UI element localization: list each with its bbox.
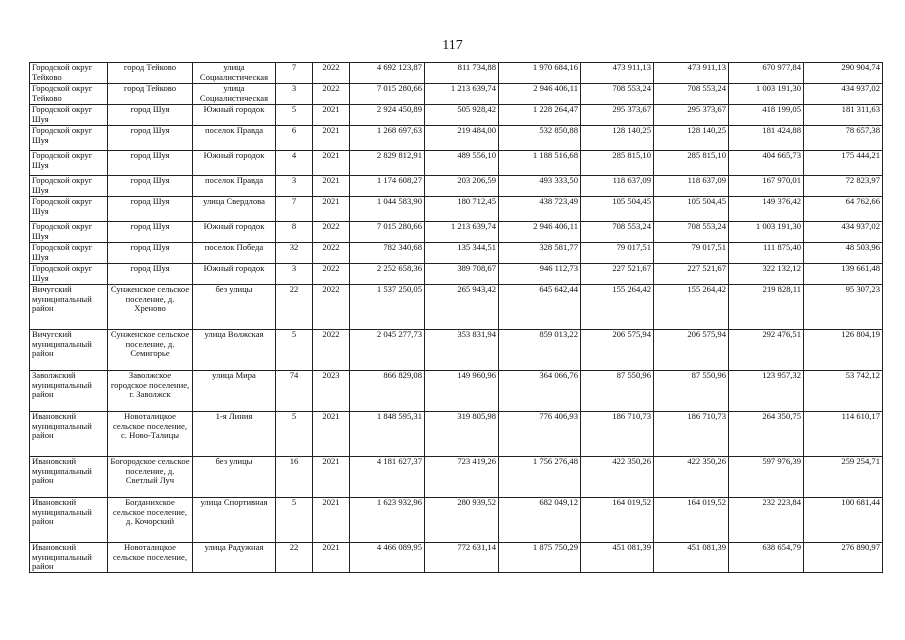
cell-cost-col-b: 48 503,96 — [804, 243, 883, 264]
cell-year: 2022 — [313, 222, 350, 243]
cell-cost-col-a: 167 970,01 — [729, 176, 804, 197]
table-row — [30, 457, 883, 498]
cell-owners-share: 708 553,24 — [654, 84, 729, 105]
cell-settlement: город Тейково — [108, 84, 193, 105]
cell-municipality: Городской округ Тейково — [30, 63, 108, 84]
cell-total-cost: 4 692 123,87 — [350, 63, 425, 84]
cell-regional-share: 1 875 750,29 — [499, 543, 581, 573]
cell-cost-col-b: 78 657,38 — [804, 126, 883, 151]
cell-regional-share: 645 642,44 — [499, 285, 581, 330]
table-row — [30, 105, 883, 126]
data-table — [29, 62, 883, 573]
cell-owners-share: 164 019,52 — [654, 498, 729, 543]
cell-municipal-share: 186 710,73 — [581, 412, 654, 457]
cell-municipal-share: 285 815,10 — [581, 151, 654, 176]
cell-fund-share: 772 631,14 — [425, 543, 499, 573]
cell-cost-col-b: 259 254,71 — [804, 457, 883, 498]
cell-total-cost: 1 848 595,31 — [350, 412, 425, 457]
cell-owners-share: 186 710,73 — [654, 412, 729, 457]
cell-municipality: Заволжский муниципальный район — [30, 371, 108, 412]
cell-fund-share: 319 805,98 — [425, 412, 499, 457]
cell-fund-share: 219 484,00 — [425, 126, 499, 151]
cell-settlement: Новоталицкое сельское поселение, — [108, 543, 193, 573]
cell-municipal-share: 708 553,24 — [581, 84, 654, 105]
cell-total-cost: 7 015 280,66 — [350, 84, 425, 105]
cell-regional-share: 493 333,50 — [499, 176, 581, 197]
cell-year: 2022 — [313, 330, 350, 371]
cell-fund-share: 280 939,52 — [425, 498, 499, 543]
cell-settlement: город Шуя — [108, 105, 193, 126]
cell-settlement: Сунженское сельское поселение, д. Семигорье — [108, 330, 193, 371]
table-row — [30, 243, 883, 264]
cell-cost-col-a: 670 977,84 — [729, 63, 804, 84]
cell-municipal-share: 708 553,24 — [581, 222, 654, 243]
page-number: 117 — [442, 38, 463, 53]
cell-cost-col-b: 139 661,48 — [804, 264, 883, 285]
cell-municipality: Городской округ Шуя — [30, 105, 108, 126]
cell-municipal-share: 128 140,25 — [581, 126, 654, 151]
cell-municipality: Городской округ Тейково — [30, 84, 108, 105]
cell-total-cost: 2 045 277,73 — [350, 330, 425, 371]
cell-settlement: город Шуя — [108, 176, 193, 197]
cell-owners-share: 128 140,25 — [654, 126, 729, 151]
cell-total-cost: 2 252 658,36 — [350, 264, 425, 285]
cell-municipality: Вичугский муниципальный район — [30, 285, 108, 330]
cell-municipal-share: 164 019,52 — [581, 498, 654, 543]
cell-cost-col-b: 276 890,97 — [804, 543, 883, 573]
cell-fund-share: 389 708,67 — [425, 264, 499, 285]
cell-total-cost: 2 829 812,91 — [350, 151, 425, 176]
cell-fund-share: 135 344,51 — [425, 243, 499, 264]
cell-municipality: Ивановский муниципальный район — [30, 498, 108, 543]
cell-settlement: Богородское сельское поселение, д. Светлый Луч — [108, 457, 193, 498]
cell-house-number: 5 — [276, 412, 313, 457]
cell-regional-share: 859 013,22 — [499, 330, 581, 371]
table-row — [30, 543, 883, 573]
cell-total-cost: 866 829,08 — [350, 371, 425, 412]
cell-cost-col-b: 64 762,66 — [804, 197, 883, 222]
cell-municipal-share: 473 911,13 — [581, 63, 654, 84]
cell-year: 2022 — [313, 243, 350, 264]
cell-year: 2022 — [313, 285, 350, 330]
cell-cost-col-b: 181 311,63 — [804, 105, 883, 126]
cell-total-cost: 1 268 697,63 — [350, 126, 425, 151]
cell-settlement: город Шуя — [108, 243, 193, 264]
cell-municipality: Городской округ Шуя — [30, 126, 108, 151]
cell-street: улица Волжская — [193, 330, 276, 371]
cell-year: 2021 — [313, 126, 350, 151]
cell-cost-col-a: 123 957,32 — [729, 371, 804, 412]
cell-fund-share: 489 556,10 — [425, 151, 499, 176]
cell-house-number: 3 — [276, 84, 313, 105]
cell-year: 2021 — [313, 457, 350, 498]
cell-owners-share: 473 911,13 — [654, 63, 729, 84]
cell-house-number: 8 — [276, 222, 313, 243]
cell-owners-share: 295 373,67 — [654, 105, 729, 126]
cell-municipality: Вичугский муниципальный район — [30, 330, 108, 371]
cell-cost-col-a: 322 132,12 — [729, 264, 804, 285]
cell-regional-share: 1 970 684,16 — [499, 63, 581, 84]
cell-municipality: Городской округ Шуя — [30, 264, 108, 285]
cell-house-number: 7 — [276, 63, 313, 84]
cell-cost-col-a: 219 828,11 — [729, 285, 804, 330]
cell-fund-share: 149 960,96 — [425, 371, 499, 412]
cell-year: 2021 — [313, 176, 350, 197]
cell-total-cost: 4 466 089,95 — [350, 543, 425, 573]
table-row — [30, 197, 883, 222]
cell-regional-share: 1 756 276,48 — [499, 457, 581, 498]
cell-settlement: Заволжское городское поселение, г. Заволжск — [108, 371, 193, 412]
cell-owners-share: 118 637,09 — [654, 176, 729, 197]
cell-settlement: Богданихское сельское поселение, д. Кочорский — [108, 498, 193, 543]
cell-total-cost: 782 340,68 — [350, 243, 425, 264]
cell-year: 2021 — [313, 151, 350, 176]
cell-house-number: 5 — [276, 330, 313, 371]
cell-house-number: 74 — [276, 371, 313, 412]
cell-fund-share: 353 831,94 — [425, 330, 499, 371]
table-row — [30, 498, 883, 543]
cell-cost-col-a: 232 223,84 — [729, 498, 804, 543]
cell-municipal-share: 105 504,45 — [581, 197, 654, 222]
cell-street: Южный городок — [193, 222, 276, 243]
cell-house-number: 22 — [276, 543, 313, 573]
cell-cost-col-b: 95 307,23 — [804, 285, 883, 330]
table-row — [30, 126, 883, 151]
cell-fund-share: 265 943,42 — [425, 285, 499, 330]
cell-fund-share: 505 928,42 — [425, 105, 499, 126]
cell-street: 1-я Линия — [193, 412, 276, 457]
cell-municipal-share: 118 637,09 — [581, 176, 654, 197]
cell-house-number: 5 — [276, 498, 313, 543]
cell-cost-col-b: 100 681,44 — [804, 498, 883, 543]
cell-fund-share: 811 734,88 — [425, 63, 499, 84]
cell-year: 2022 — [313, 264, 350, 285]
cell-year: 2022 — [313, 63, 350, 84]
cell-house-number: 5 — [276, 105, 313, 126]
cell-cost-col-a: 418 199,05 — [729, 105, 804, 126]
cell-fund-share: 1 213 639,74 — [425, 84, 499, 105]
cell-municipal-share: 206 575,94 — [581, 330, 654, 371]
cell-cost-col-b: 72 823,97 — [804, 176, 883, 197]
table-row — [30, 285, 883, 330]
cell-fund-share: 180 712,45 — [425, 197, 499, 222]
cell-regional-share: 776 406,93 — [499, 412, 581, 457]
cell-settlement: город Шуя — [108, 197, 193, 222]
cell-cost-col-b: 126 804,19 — [804, 330, 883, 371]
cell-owners-share: 285 815,10 — [654, 151, 729, 176]
cell-cost-col-b: 53 742,12 — [804, 371, 883, 412]
cell-settlement: город Шуя — [108, 126, 193, 151]
cell-regional-share: 682 049,12 — [499, 498, 581, 543]
cell-year: 2021 — [313, 498, 350, 543]
cell-cost-col-b: 290 904,74 — [804, 63, 883, 84]
cell-house-number: 22 — [276, 285, 313, 330]
cell-municipal-share: 87 550,96 — [581, 371, 654, 412]
cell-total-cost: 1 537 250,05 — [350, 285, 425, 330]
cell-cost-col-b: 114 610,17 — [804, 412, 883, 457]
table-row — [30, 371, 883, 412]
cell-street: улица Спортивная — [193, 498, 276, 543]
cell-regional-share: 532 850,88 — [499, 126, 581, 151]
cell-cost-col-a: 149 376,42 — [729, 197, 804, 222]
cell-house-number: 4 — [276, 151, 313, 176]
cell-house-number: 16 — [276, 457, 313, 498]
cell-settlement: город Шуя — [108, 222, 193, 243]
cell-street: Южный городок — [193, 264, 276, 285]
cell-cost-col-b: 434 937,02 — [804, 84, 883, 105]
cell-municipality: Городской округ Шуя — [30, 197, 108, 222]
cell-owners-share: 79 017,51 — [654, 243, 729, 264]
cell-street: без улицы — [193, 457, 276, 498]
cell-municipality: Городской округ Шуя — [30, 222, 108, 243]
cell-owners-share: 451 081,39 — [654, 543, 729, 573]
cell-municipal-share: 227 521,67 — [581, 264, 654, 285]
cell-street: улица Мира — [193, 371, 276, 412]
cell-total-cost: 1 174 608,27 — [350, 176, 425, 197]
table-row — [30, 176, 883, 197]
cell-street: Южный городок — [193, 105, 276, 126]
cell-year: 2021 — [313, 412, 350, 457]
cell-cost-col-a: 181 424,88 — [729, 126, 804, 151]
cell-street: без улицы — [193, 285, 276, 330]
cell-fund-share: 1 213 639,74 — [425, 222, 499, 243]
table-row — [30, 151, 883, 176]
cell-cost-col-a: 638 654,79 — [729, 543, 804, 573]
cell-owners-share: 87 550,96 — [654, 371, 729, 412]
cell-settlement: город Шуя — [108, 151, 193, 176]
cell-owners-share: 708 553,24 — [654, 222, 729, 243]
cell-street: улица Радужная — [193, 543, 276, 573]
cell-house-number: 32 — [276, 243, 313, 264]
cell-cost-col-a: 597 976,39 — [729, 457, 804, 498]
cell-total-cost: 1 623 932,96 — [350, 498, 425, 543]
cell-street: поселок Правда — [193, 126, 276, 151]
cell-year: 2021 — [313, 105, 350, 126]
cell-owners-share: 422 350,26 — [654, 457, 729, 498]
table-row — [30, 84, 883, 105]
cell-total-cost: 1 044 583,90 — [350, 197, 425, 222]
table-row — [30, 412, 883, 457]
cell-regional-share: 1 228 264,47 — [499, 105, 581, 126]
cell-cost-col-a: 292 476,51 — [729, 330, 804, 371]
cell-cost-col-b: 434 937,02 — [804, 222, 883, 243]
cell-regional-share: 2 946 406,11 — [499, 222, 581, 243]
cell-owners-share: 105 504,45 — [654, 197, 729, 222]
cell-cost-col-a: 111 875,40 — [729, 243, 804, 264]
cell-street: поселок Победа — [193, 243, 276, 264]
cell-regional-share: 946 112,73 — [499, 264, 581, 285]
cell-municipality: Ивановский муниципальный район — [30, 457, 108, 498]
table-row — [30, 222, 883, 243]
table-row — [30, 63, 883, 84]
cell-municipality: Городской округ Шуя — [30, 176, 108, 197]
cell-regional-share: 438 723,49 — [499, 197, 581, 222]
cell-owners-share: 206 575,94 — [654, 330, 729, 371]
table-row — [30, 264, 883, 285]
cell-street: поселок Правда — [193, 176, 276, 197]
cell-street: улица Свердлова — [193, 197, 276, 222]
cell-total-cost: 4 181 627,37 — [350, 457, 425, 498]
cell-regional-share: 364 066,76 — [499, 371, 581, 412]
cell-regional-share: 2 946 406,11 — [499, 84, 581, 105]
cell-cost-col-a: 1 003 191,30 — [729, 84, 804, 105]
cell-total-cost: 2 924 450,89 — [350, 105, 425, 126]
cell-street: Южный городок — [193, 151, 276, 176]
cell-cost-col-b: 175 444,21 — [804, 151, 883, 176]
cell-municipal-share: 422 350,26 — [581, 457, 654, 498]
cell-street: улица Социалистическая — [193, 63, 276, 84]
cell-owners-share: 227 521,67 — [654, 264, 729, 285]
cell-house-number: 7 — [276, 197, 313, 222]
cell-regional-share: 1 188 516,68 — [499, 151, 581, 176]
cell-municipal-share: 295 373,67 — [581, 105, 654, 126]
cell-street: улица Социалистическая — [193, 84, 276, 105]
cell-regional-share: 328 581,77 — [499, 243, 581, 264]
cell-cost-col-a: 1 003 191,30 — [729, 222, 804, 243]
cell-total-cost: 7 015 280,66 — [350, 222, 425, 243]
cell-cost-col-a: 264 350,75 — [729, 412, 804, 457]
cell-settlement: город Шуя — [108, 264, 193, 285]
cell-house-number: 3 — [276, 264, 313, 285]
cell-settlement: Новоталицкое сельское поселение, с. Ново-Талицы — [108, 412, 193, 457]
cell-municipality: Городской округ Шуя — [30, 151, 108, 176]
cell-owners-share: 155 264,42 — [654, 285, 729, 330]
cell-municipality: Городской округ Шуя — [30, 243, 108, 264]
cell-municipality: Ивановский муниципальный район — [30, 543, 108, 573]
cell-year: 2023 — [313, 371, 350, 412]
cell-fund-share: 203 206,59 — [425, 176, 499, 197]
cell-house-number: 6 — [276, 126, 313, 151]
cell-fund-share: 723 419,26 — [425, 457, 499, 498]
cell-settlement: Сунженское сельское поселение, д. Хреново — [108, 285, 193, 330]
cell-municipal-share: 451 081,39 — [581, 543, 654, 573]
cell-house-number: 3 — [276, 176, 313, 197]
cell-municipal-share: 155 264,42 — [581, 285, 654, 330]
cell-year: 2021 — [313, 197, 350, 222]
table-row — [30, 330, 883, 371]
cell-settlement: город Тейково — [108, 63, 193, 84]
cell-municipal-share: 79 017,51 — [581, 243, 654, 264]
cell-cost-col-a: 404 665,73 — [729, 151, 804, 176]
cell-year: 2021 — [313, 543, 350, 573]
cell-year: 2022 — [313, 84, 350, 105]
cell-municipality: Ивановский муниципальный район — [30, 412, 108, 457]
